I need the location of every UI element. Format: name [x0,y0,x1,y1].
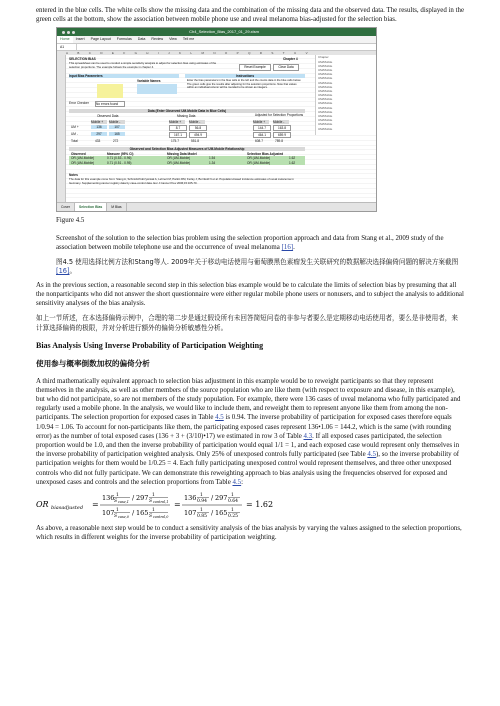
input-bias-header: Input Bias Parameters [69,74,179,78]
formula-s2-sub: control,1 [153,500,169,505]
reset-example-button: Reset Example [239,64,271,71]
error-checker-label: Error Checker [69,101,89,106]
formula-one: 1 [116,493,119,499]
right-panel-line: UM/Mobile [318,93,333,98]
adj-um-neg-mobile-neg: 659.9 [273,132,291,138]
measure-row2-missing-value: 1.34 [209,160,216,165]
measure-row2-ci: 0.71 (0.51 - 0.95) [107,160,132,165]
excel-title: Ch4_Selection_Bias_2017_01_29.xlsm [189,29,259,35]
formula-one: 1 [200,508,203,514]
right-panel-line: UM/Mobile [318,88,333,93]
obs-um-neg-mobile-pos: 297 [91,132,107,136]
sheet-tab-selection-bias: Selection Bias [75,203,107,211]
formula-slash: / [211,509,214,518]
measure-row1-adj-value: 1.62 [289,156,296,161]
formula-s3-sub: case,0 [118,515,129,520]
caption-cn-text: 图4.5 使用选择比例方法和Stang等人. 2009年关于移动电话使用与葡萄膜黑色素瘤发生关联研究的数据解决选择偏倚问题的解决方案截图 [56,258,459,267]
adj-um-neg-mobile-pos: 464.1 [253,132,271,138]
excel-title-bar [57,28,376,36]
right-panel-line: UM/Mobile [318,109,333,114]
paragraph-weighting-text: . If all exposed cases participated, the selection proportion would be 1.0, and then the inverse probability of participation would equal 1/1 = 1, and each exposed case would represent only themselves in the inverse probability of participation weighted analysis. Only 25% of unexposed controls fully participated (see Table [36,432,460,459]
adj-col-mobile-neg: Mobile - [273,120,289,124]
adjusted-label: Adjusted for Selection Proportions [254,113,304,118]
adj-total-mobile-neg: 789.8 [275,139,283,144]
caption-en: Screenshot of the solution to the selection bias problem using the selection proportion approach and data from Stang et al., 2009 study of the association between mobile telephone use and the occurrence of uveal melanoma [16]. [56,234,444,251]
formula-result: = 1.62 [246,500,274,510]
paragraph-weighting-text: : [241,478,244,486]
obs-um-pos-mobile-neg: 107 [109,125,125,129]
instructions-header: Instructions [185,74,305,78]
right-panel-line: UM/Mobile [318,105,333,110]
miss-total-mobile-pos: 175.7 [171,139,179,144]
right-panel-line: UM/Mobile [318,118,333,123]
measure-row2-missing-label: OR (UM-Mobile) [167,160,191,165]
formula-n1: 136 [102,494,115,503]
obs-um-pos-mobile-pos: 136 [91,125,107,129]
right-panel-line: UM/Mobile [318,76,333,81]
measure-row1-ci: 0.71 (0.53 - 0.96) [107,156,132,161]
miss-um-neg-mobile-pos: 167.1 [169,132,187,138]
sheet-tab-m-bias: M Bias [107,203,126,211]
selection-proportion-cells [97,84,123,98]
caption-en-ref-link[interactable]: [16] [281,243,294,251]
measures-col-ci: Measure (95% CI) [107,152,134,157]
formula-one: 1 [152,493,155,499]
formula-lhs: OR [36,500,49,510]
measure-row1-adj-label: OR (UM-Mobile) [247,156,271,161]
table-4-5-link[interactable]: 4.5 [215,414,224,422]
data-header: Data (Enter Observed UM-Mobile Data in Blue Cells) [69,109,305,113]
variable-name-cells [137,84,177,94]
formula-s1-sub: case,1 [118,500,129,505]
right-panel [315,55,377,135]
section-heading: Bias Analysis Using Inverse Probability of Participation Weighting [36,341,264,351]
measure-row1-missing-value: 1.54 [209,156,216,161]
formula-n2: 297 [136,494,149,503]
formula-one: 1 [231,493,234,499]
measures-col-missing: Missing Data Model [167,152,197,157]
window-close-icon [62,31,65,34]
obs-total-mobile-neg: 272 [113,139,119,144]
formula-s3: S [114,514,118,520]
adj-col-mobile-pos: Mobile + [253,120,269,124]
paragraph-top: entered in the blue cells. The white cells show the missing data and the combination of the missing data and the observed data. The results, displayed in the green cells at the bottom, show the association between mobile phone use and uveal melanoma bias-adjusted for the selection bias. [36,7,465,24]
instructions-text: Enter the bias parameters in the blue cells to the left and the counts data in the blue cells below. The green cells give the results after adjusting for the selection proportions. Note that values within an individual column will be rounded to be shown as integers. [187,79,301,89]
sheet-tab-cover: Cover [57,203,75,211]
formula-s4-sub: control,0 [153,515,169,520]
row-total: Total [71,139,78,144]
notes-text: The data for this example come from: Stang A, Schmidt-Pokrzywniak A, Lehnert M, Parkin DM, Ferlay J, Bornfeld N et al. Population-based incidence estimates of uveal melanoma in Germany. Supplementing cancer registry data by case-control data. Eur J Cancer Prev 2006;15:165-70. [69,177,294,185]
table-4-3-link[interactable]: 4.3 [303,432,313,440]
excel-menu [57,36,376,44]
paragraph-weighting [36,377,464,487]
formula [36,490,464,518]
menu-tell-me: Tell me [182,37,195,42]
right-panel-line: UM/Mobile [318,101,333,106]
observed-data-label: Observed Data [97,114,119,119]
right-panel-line: UM/Mobile [318,84,333,89]
right-panel-line: UM/Mobile [318,97,333,102]
excel-screenshot [56,27,377,212]
caption-cn: 图4.5 使用选择比例方法和Stang等人. 2009年关于移动电话使用与葡萄膜黑色素瘤发生关联研究的数据解决选择偏倚问题的解决方案截图 [16]。 [56,258,459,276]
sheet-intro: This spreadsheet can be used to conduct a simple sensitivity analysis to adjust for selection bias using estimates of the selection proportions. The example follows the example in chapter 4. [69,61,217,69]
column-headers: ABCDEFGHIJKLMNOPQRSTUV [57,51,376,57]
obs-total-mobile-pos: 433 [95,139,101,144]
row-numbers [57,55,66,203]
measure-row2-adj-value: 1.62 [289,160,296,165]
formula-slash: / [211,494,214,503]
variable-names-label: Variable Names [137,79,161,84]
miss-um-pos-mobile-pos: 8.7 [169,125,187,131]
miss-total-mobile-neg: 551.8 [191,139,199,144]
paragraph-limits: As in the previous section, a reasonable second step in this selection bias example would be to calculate the limits of selection bias by presuming that all the nonparticipants who did not answer the short questionnaire were either regular mobile phone users or nonusers, and to subject the analysis to additional sensitivity analyses of the bias analysis. [36,281,464,308]
obs-col-mobile-pos: Mobile + [91,120,107,124]
menu-insert: Insert [75,37,85,42]
menu-data: Data [137,37,146,42]
formula-n4: 165 [136,509,149,518]
formula-one: 1 [152,508,155,514]
figure-label: Figure 4.5 [56,217,85,225]
formula-n3: 107 [102,509,115,518]
paragraph-weighting-text: ), so the inverse probability of participation weights for them would be 1/0.25 = 4. Each fully participating unexposed control would represent themselves, and three other unexposed controls who did not fully participate. We can demonstrate this reweighting approach to bias analysis using the frequencies observed for exposed and unexposed cases and controls and the selection proportions from Table [36,451,460,486]
formula-equals: = [92,500,99,510]
measure-row1-label: OR (UM-Mobile) [71,156,95,161]
right-panel-line: UM/Mobile [318,114,333,119]
caption-cn-ref-link[interactable]: [16] [56,267,70,276]
obs-col-mobile-neg: Mobile - [109,120,125,124]
formula-n1: 136 [184,494,197,503]
formula-one: 1 [200,493,203,499]
paragraph-weighting-text: is 0.94. The inverse probability of participation for exposed cases therefore equals 1/0.94 = 1.06. To account for non-participants like them, the participating exposed cases represent 136•1.06 = 144.2, which is the same (with rounding error) as the number of total exposed cases (136 + 3 + (3/10)•17) we estimated in row 3 of Table [36,414,452,440]
formula-slash: / [132,494,135,503]
missing-data-label: Missing Data [177,114,196,119]
clear-data-button: Clear Data [273,64,299,71]
formula-slash: / [132,509,135,518]
formula-bar [57,44,376,51]
measures-col-adjusted: Selection Bias Adjusted [247,152,284,157]
right-panel-line: UM/Mobile [318,63,333,68]
formula-one: 1 [116,508,119,514]
right-panel-line: UM/Mobile [318,59,333,64]
sheet-chapter: Chapter 4 [283,57,298,62]
formula-s2: S [149,499,153,505]
menu-review: Review [151,37,164,42]
table-4-5-link[interactable]: 4.5 [232,478,242,486]
obs-um-neg-mobile-neg: 165 [109,132,125,136]
menu-formulas: Formulas [116,37,132,42]
formula-v3: 0.85 [197,514,208,520]
sheet-header: SELECTION BIAS [69,57,96,62]
formula-one: 1 [231,508,234,514]
page [36,6,464,543]
miss-um-neg-mobile-neg: 494.9 [189,132,207,138]
error-checker-value: No errors found [95,101,125,107]
formula-v4: 0.25 [228,514,239,520]
paragraph-limits-cn: 如上一节所述，在本选择偏倚示例中，合理的第二步是通过假设所有未回答简短问卷的非参与者要么是定期移动电话使用者，要么是非使用者，来计算选择偏倚的极限，并对分析进行额外的偏倚分析敏感性分析。 [36,314,458,332]
miss-col-mobile-pos: Mobile + [169,120,185,124]
formula-svg [36,490,336,520]
measures-header: Observed and Selection Bias Adjusted Measures of UM-Mobile Relationship [69,147,305,151]
measure-row2-label: OR (UM-Mobile) [71,160,95,165]
cell-reference: A1 [60,44,77,50]
formula-s1: S [114,499,118,505]
miss-um-pos-mobile-neg: 56.8 [189,125,207,131]
notes-label: Notes [69,173,78,178]
formula-equals: = [174,500,181,510]
measures-col-observed: Observed [71,152,86,157]
menu-view: View [169,37,177,42]
window-minimize-icon [67,31,70,34]
row-um-neg: UM - [71,132,78,137]
measure-row1-missing-label: OR (UM-Mobile) [167,156,191,161]
right-panel-line: Chapter [318,55,329,60]
adj-um-pos-mobile-pos: 144.7 [253,125,271,131]
adj-um-pos-mobile-neg: 163.8 [273,125,291,131]
right-panel-line: UM/Mobile [318,126,333,131]
measure-row2-adj-label: OR (UM-Mobile) [247,160,271,165]
formula-s4: S [149,514,153,520]
right-panel-line: UM/Mobile [318,80,333,85]
section-heading-cn: 使用参与概率倒数加权的偏倚分析 [36,359,150,369]
formula-v2: 0.64 [228,499,239,505]
formula-n4: 165 [215,509,228,518]
table-4-5-link[interactable]: 4.5 [367,451,377,459]
sheet-tabs [57,202,376,211]
miss-col-mobile-neg: Mobile - [189,120,205,124]
formula-lhs-sub: biasadjusted [51,505,84,512]
paragraph-sensitivity: As above, a reasonable next step would be to conduct a sensitivity analysis of the bias analysis by varying the values assigned to the selection proportions, which results in different weights for the inverse probability of participation weighting. [36,525,462,542]
right-panel-line: UM/Mobile [318,67,333,72]
caption-en-text: Screenshot of the solution to the selection bias problem using the selection proportion approach and data from Stang et al., 2009 study of the association between mobile telephone use and the occurrence of uveal melanoma [56,234,444,251]
menu-home: Home [57,36,73,43]
menu-page-layout: Page Layout [90,37,111,42]
formula-n2: 297 [215,494,228,503]
row-um-pos: UM + [71,125,79,130]
adj-total-mobile-pos: 608.7 [255,139,263,144]
right-panel-line: UM/Mobile [318,72,333,77]
formula-v1: 0.94 [197,499,208,505]
paragraph-weighting-text: A third mathematically equivalent approach to selection bias adjustment in this example would be to reweight participants so that they represent themselves in the analysis, as well as other members of the source population who are like them (with respect to exposure and disease, in this example), but who did not participate, so are not members of the study population. For example, there were 136 cases of uveal melanoma who fully participated and regularly used a mobile phone. In the analysis, we would like to include them, and reweight them to represent anyone like them from among the non-participants. The selection proportion for exposed cases in Table [36,377,461,422]
right-panel-line: UM/Mobile [318,122,333,127]
formula-n3: 107 [184,509,197,518]
